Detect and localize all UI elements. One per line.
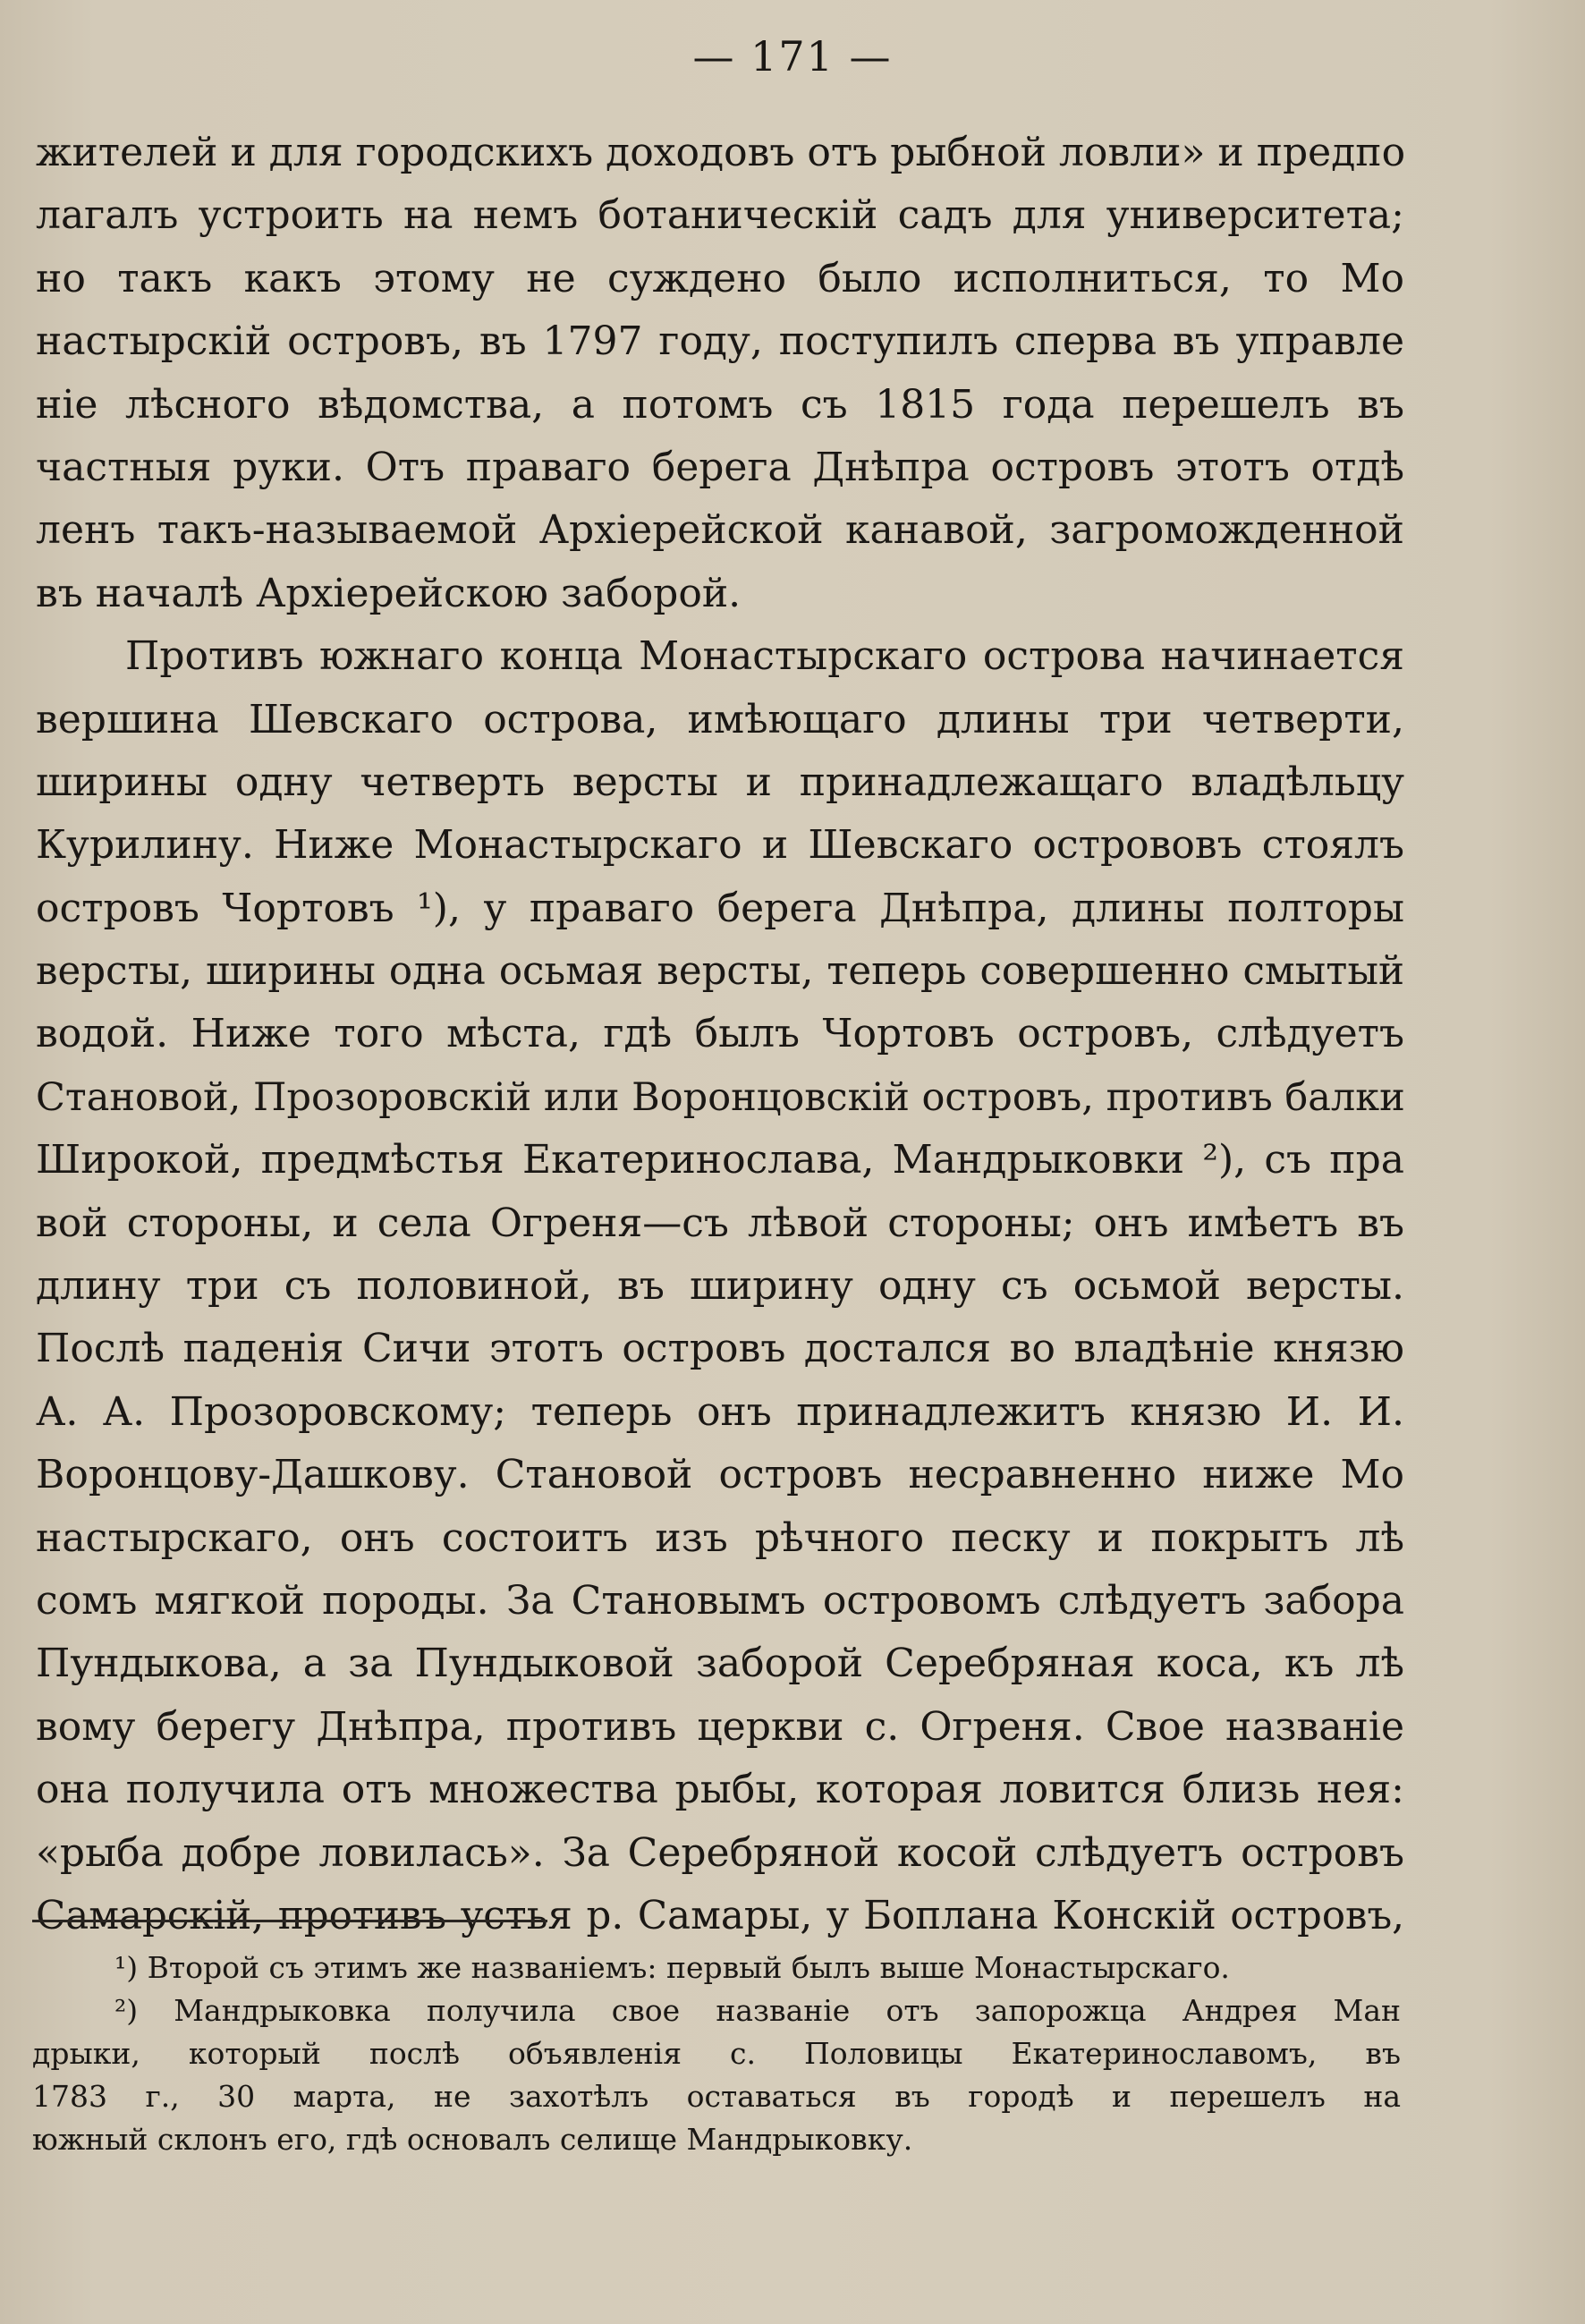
footnote-line: 1783 г., 30 марта, не захотѣлъ оставаться въ городѣ и перешелъ на — [32, 2079, 1401, 2114]
text-line: версты, ширины одна осьмая версты, теперь совершенно смытый — [36, 949, 1404, 995]
text-line: Широкой, предмѣстья Екатеринослава, Мандрыковки ²), съ пра — [36, 1137, 1404, 1183]
text-line: вой стороны, и села Огреня—съ лѣвой стороны; онъ имѣетъ въ — [36, 1200, 1404, 1246]
text-line: Самарскій, противъ устья р. Самары, у Боплана Конскій островъ, — [36, 1893, 1404, 1938]
text-line: Становой, Прозоровскій или Воронцовскій островъ, противъ балки — [36, 1074, 1405, 1120]
footnote-2 — [32, 1989, 1401, 2161]
footnotes — [32, 1947, 1401, 2161]
text-line: ніе лѣсного вѣдомства, а потомъ съ 1815 года перешелъ въ — [36, 381, 1404, 428]
text-line: въ началѣ Архіерейскою заборой. — [36, 570, 742, 616]
paragraph-2 — [36, 625, 1404, 1947]
text-line: А. А. Прозоровскому; теперь онъ принадлежитъ князю И. И. — [36, 1388, 1404, 1435]
text-line: водой. Ниже того мѣста, гдѣ былъ Чортовъ островъ, слѣдуетъ — [36, 1011, 1404, 1057]
footnote-line: ¹) Второй съ этимъ же названіемъ: первый былъ выше Монастырскаго. — [114, 1950, 1230, 1985]
text-line: Воронцову-Дашкову. Становой островъ несравненно ниже Мо — [36, 1452, 1404, 1498]
text-line: «рыба добре ловилась». За Серебряной косой слѣдуетъ островъ — [36, 1829, 1404, 1876]
text-line: лагалъ устроить на немъ ботаническій садъ для университета; — [36, 192, 1404, 239]
text-line: Курилину. Ниже Монастырскаго и Шевскаго острововъ стоялъ — [36, 822, 1404, 869]
text-line: Пундыкова, а за Пундыковой заборой Серебряная коса, къ лѣ — [36, 1641, 1404, 1687]
text-line: она получила отъ множества рыбы, которая ловится близь нея: — [36, 1767, 1404, 1813]
footnote-line: дрыки, который послѣ объявленія с. Половицы Екатеринославомъ, въ — [32, 2036, 1401, 2071]
footnote-1 — [32, 1947, 1401, 1989]
text-line: островъ Чортовъ ¹), у праваго берега Днѣпра, длины полторы — [36, 885, 1404, 931]
text-line: настырскаго, онъ состоитъ изъ рѣчного песку и покрытъ лѣ — [36, 1514, 1404, 1561]
text-line: вершина Шевскаго острова, имѣющаго длины три четверти, — [36, 696, 1404, 742]
paragraph-1 — [36, 122, 1404, 625]
text-line: Послѣ паденія Сичи этотъ островъ достался во владѣніе князю — [36, 1326, 1404, 1372]
footnote-line: ²) Мандрыковка получила свое названіе отъ запорожца Андрея Ман — [114, 1993, 1401, 2028]
text-line: Противъ южнаго конца Монастырскаго острова начинается — [125, 633, 1404, 680]
text-line: вому берегу Днѣпра, противъ церкви с. Огреня. Свое названіе — [36, 1703, 1404, 1750]
text-line: длину три съ половиной, въ ширину одну съ осьмой версты. — [36, 1263, 1404, 1310]
text-line: частныя руки. Отъ праваго берега Днѣпра островъ этотъ отдѣ — [36, 444, 1404, 490]
text-line: ширины одну четверть версты и принадлежащаго владѣльцу — [36, 759, 1404, 805]
footnote-line: южный склонъ его, гдѣ основалъ селище Мандрыковку. — [32, 2122, 913, 2157]
text-line: настырскій островъ, въ 1797 году, поступилъ сперва въ управле — [36, 318, 1404, 365]
text-line: жителей и для городскихъ доходовъ отъ рыбной ловли» и предпо — [36, 130, 1406, 175]
main-text — [36, 122, 1404, 1947]
text-line: но такъ какъ этому не суждено было исполниться, то Мо — [36, 255, 1404, 301]
footnote-separator — [32, 1920, 547, 1922]
text-line: сомъ мягкой породы. За Становымъ островомъ слѣдуетъ забора — [36, 1577, 1404, 1624]
page-number: — 171 — — [692, 32, 893, 81]
text-line: ленъ такъ-называемой Архіерейской канавой, загроможденной — [36, 507, 1404, 554]
